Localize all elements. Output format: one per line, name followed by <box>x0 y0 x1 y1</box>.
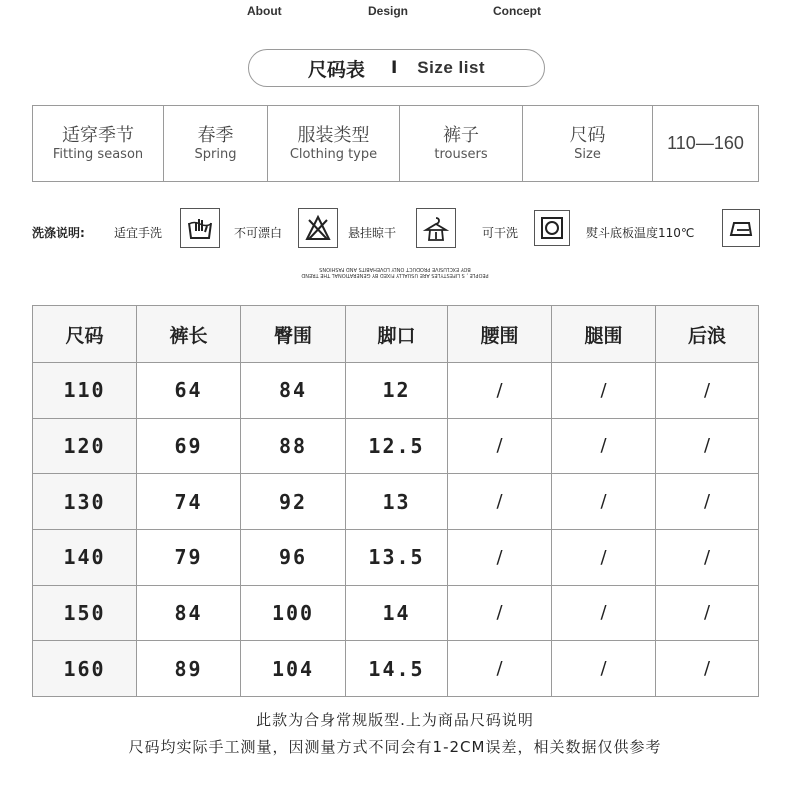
fine-print-text <box>270 266 520 278</box>
length-cell: 89 <box>137 641 241 697</box>
nav-concept-link[interactable]: Concept <box>493 4 541 18</box>
info-value-en: trousers <box>434 146 488 162</box>
leg-opening-cell: 14.5 <box>346 641 448 697</box>
info-value-zh: 春季 <box>197 124 234 146</box>
waist-cell: / <box>448 529 552 585</box>
care-label: 洗涤说明: <box>32 226 85 240</box>
care-text-no-bleach: 不可漂白 <box>234 226 283 240</box>
leg-opening-cell: 13.5 <box>346 529 448 585</box>
leg-opening-cell: 13 <box>346 474 448 530</box>
table-row <box>33 585 759 641</box>
info-label-zh: 适穿季节 <box>62 124 134 146</box>
hip-cell: 104 <box>241 641 346 697</box>
nav-about-link[interactable]: About <box>247 4 282 18</box>
back-rise-cell: / <box>656 474 759 530</box>
header-length: 裤长 <box>137 306 241 363</box>
table-row <box>33 474 759 530</box>
waist-cell: / <box>448 474 552 530</box>
table-row <box>33 418 759 474</box>
info-label-en: Clothing type <box>289 146 378 162</box>
header-thigh: 腿围 <box>552 306 656 363</box>
leg-opening-cell: 12 <box>346 363 448 419</box>
back-rise-cell: / <box>656 585 759 641</box>
back-rise-cell: / <box>656 529 759 585</box>
back-rise-cell: / <box>656 418 759 474</box>
length-cell: 84 <box>137 585 241 641</box>
thigh-cell: / <box>552 363 656 419</box>
back-rise-cell: / <box>656 641 759 697</box>
waist-cell: / <box>448 641 552 697</box>
table-row <box>33 363 759 419</box>
info-label-en: Size <box>574 146 601 162</box>
fine-print-line: BOY EXCLUSIVE PRODUCT ONLY LOVEHABITS AND FASHIONS <box>319 266 471 272</box>
waist-cell: / <box>448 585 552 641</box>
header-leg-opening: 脚口 <box>346 306 448 363</box>
info-size-range: 110—160 <box>667 133 744 153</box>
hip-cell: 100 <box>241 585 346 641</box>
size-cell: 160 <box>33 641 137 697</box>
care-text-iron: 熨斗底板温度110℃ <box>586 226 695 240</box>
size-cell: 150 <box>33 585 137 641</box>
hang-dry-icon <box>416 208 456 248</box>
header-size: 尺码 <box>33 306 137 363</box>
info-cell-season-label <box>33 106 164 181</box>
leg-opening-cell: 12.5 <box>346 418 448 474</box>
dry-clean-icon <box>534 210 570 246</box>
title-english: Size list <box>417 58 486 77</box>
info-label-en: Fitting season <box>52 146 144 162</box>
header-waist: 腰围 <box>448 306 552 363</box>
info-value-en: Spring <box>194 146 237 162</box>
hip-cell: 96 <box>241 529 346 585</box>
title-chinese: 尺码表 <box>307 58 365 81</box>
hip-cell: 88 <box>241 418 346 474</box>
size-table <box>32 305 759 697</box>
length-cell: 74 <box>137 474 241 530</box>
size-cell: 140 <box>33 529 137 585</box>
back-rise-cell: / <box>656 363 759 419</box>
measurement-disclaimer: 尺码均实际手工测量，因测量方式不同会有1-2CM误差，相关数据仅供参考 <box>128 738 662 756</box>
size-cell: 130 <box>33 474 137 530</box>
info-label-zh: 尺码 <box>569 124 606 146</box>
thigh-cell: / <box>552 418 656 474</box>
care-text-hand-wash: 适宜手洗 <box>114 226 163 240</box>
table-row <box>33 641 759 697</box>
care-text-dry-clean: 可干洗 <box>482 226 519 240</box>
fine-print-line: PEOPLE , S LIFESTYLES ARE USUALLY FIXED BY GENERATIONAL THE TREND <box>301 272 489 278</box>
title-separator: I <box>390 58 398 78</box>
length-cell: 79 <box>137 529 241 585</box>
size-table-header-row <box>33 306 759 363</box>
info-cell-season-value <box>164 106 268 181</box>
leg-opening-cell: 14 <box>346 585 448 641</box>
table-row <box>33 529 759 585</box>
thigh-cell: / <box>552 585 656 641</box>
size-cell: 110 <box>33 363 137 419</box>
length-cell: 64 <box>137 363 241 419</box>
no-bleach-icon <box>298 208 338 248</box>
fit-note: 此款为合身常规版型.上为商品尺码说明 <box>256 711 534 729</box>
hip-cell: 84 <box>241 363 346 419</box>
size-cell: 120 <box>33 418 137 474</box>
care-instructions <box>0 206 790 250</box>
info-label-zh: 服装类型 <box>297 124 370 146</box>
nav-design-link[interactable]: Design <box>368 4 409 18</box>
waist-cell: / <box>448 418 552 474</box>
info-cell-type-label <box>268 106 400 181</box>
page-title <box>248 49 545 87</box>
care-text-hang-dry: 悬挂晾干 <box>348 226 397 240</box>
info-value-zh: 裤子 <box>443 124 479 146</box>
length-cell: 69 <box>137 418 241 474</box>
info-cell-size-label <box>523 106 653 181</box>
info-cell-size-value <box>653 106 758 181</box>
hip-cell: 92 <box>241 474 346 530</box>
waist-cell: / <box>448 363 552 419</box>
thigh-cell: / <box>552 529 656 585</box>
thigh-cell: / <box>552 641 656 697</box>
iron-icon <box>722 209 760 247</box>
top-nav <box>0 4 790 22</box>
header-back-rise: 后浪 <box>656 306 759 363</box>
thigh-cell: / <box>552 474 656 530</box>
info-cell-type-value <box>400 106 523 181</box>
hand-wash-icon <box>180 208 220 248</box>
header-hip: 臀围 <box>241 306 346 363</box>
product-info-table <box>32 105 759 182</box>
